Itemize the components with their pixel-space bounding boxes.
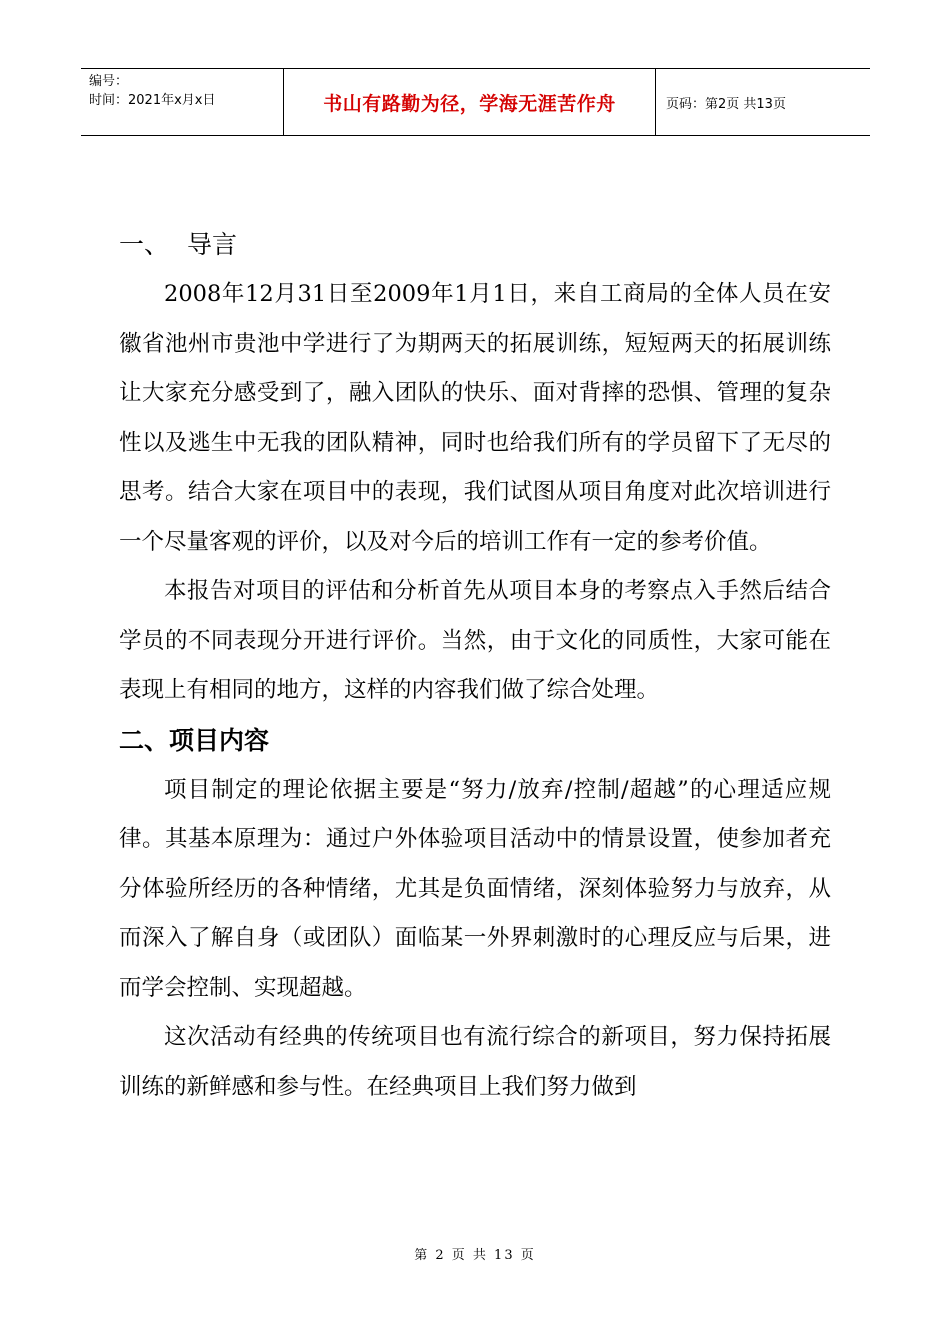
section-heading-content: 二、项目内容 (119, 725, 270, 755)
header-meta-cell (81, 69, 283, 135)
header-page-cell (656, 69, 870, 135)
section-title: 导言 (187, 230, 238, 259)
motto-text: 书山有路勤为径，学海无涯苦作舟 (323, 92, 616, 115)
paragraph: 2008年12月31日至2009年1月1日，来自工商局的全体人员在安徽省池州市贵池中学进行了为期两天的拓展训练，短短两天的拓展训练让大家充分感受到了，融入团队的快乐、面对背摔的恐惧、管理的复杂性以及逃生中无我的团队精神，同时也给我们所有的学员留下了无尽的思考。结合大家在项目中的表现，我们试图从项目角度对此次培训进行一个尽量客观的评价，以及对今后的培训工作有一定的参考价值。 (119, 281, 831, 555)
time-label: 时间：2021年x月x日 (89, 93, 216, 108)
paragraph: 本报告对项目的评估和分析首先从项目本身的考察点入手然后结合学员的不同表现分开进行评价。当然，由于文化的同质性，大家可能在表现上有相同的地方，这样的内容我们做了综合处理。 (119, 578, 831, 703)
page-info: 页码：第2页 共13页 (666, 96, 786, 112)
document-body (119, 220, 831, 1112)
number-label: 编号： (89, 74, 129, 89)
paragraph: 项目制定的理论依据主要是“努力/放弃/控制/超越”的心理适应规律。其基本原理为：通过户外体验项目活动中的情景设置，使参加者充分体验所经历的各种情绪，尤其是负面情绪，深刻体验努力与放弃，从而深入了解自身（或团队）面临某一外界刺激时的心理反应与后果，进而学会控制、实现超越。 (119, 776, 831, 1001)
section-heading-intro (119, 220, 831, 270)
paragraph: 这次活动有经典的传统项目也有流行综合的新项目，努力保持拓展训练的新鲜感和参与性。在经典项目上我们努力做到 (119, 1024, 831, 1100)
header-motto-cell (283, 69, 656, 135)
page-footer: 第 2 页 共 13 页 (414, 1248, 536, 1263)
section-number: 一、 (119, 230, 170, 259)
header-table (81, 68, 870, 136)
